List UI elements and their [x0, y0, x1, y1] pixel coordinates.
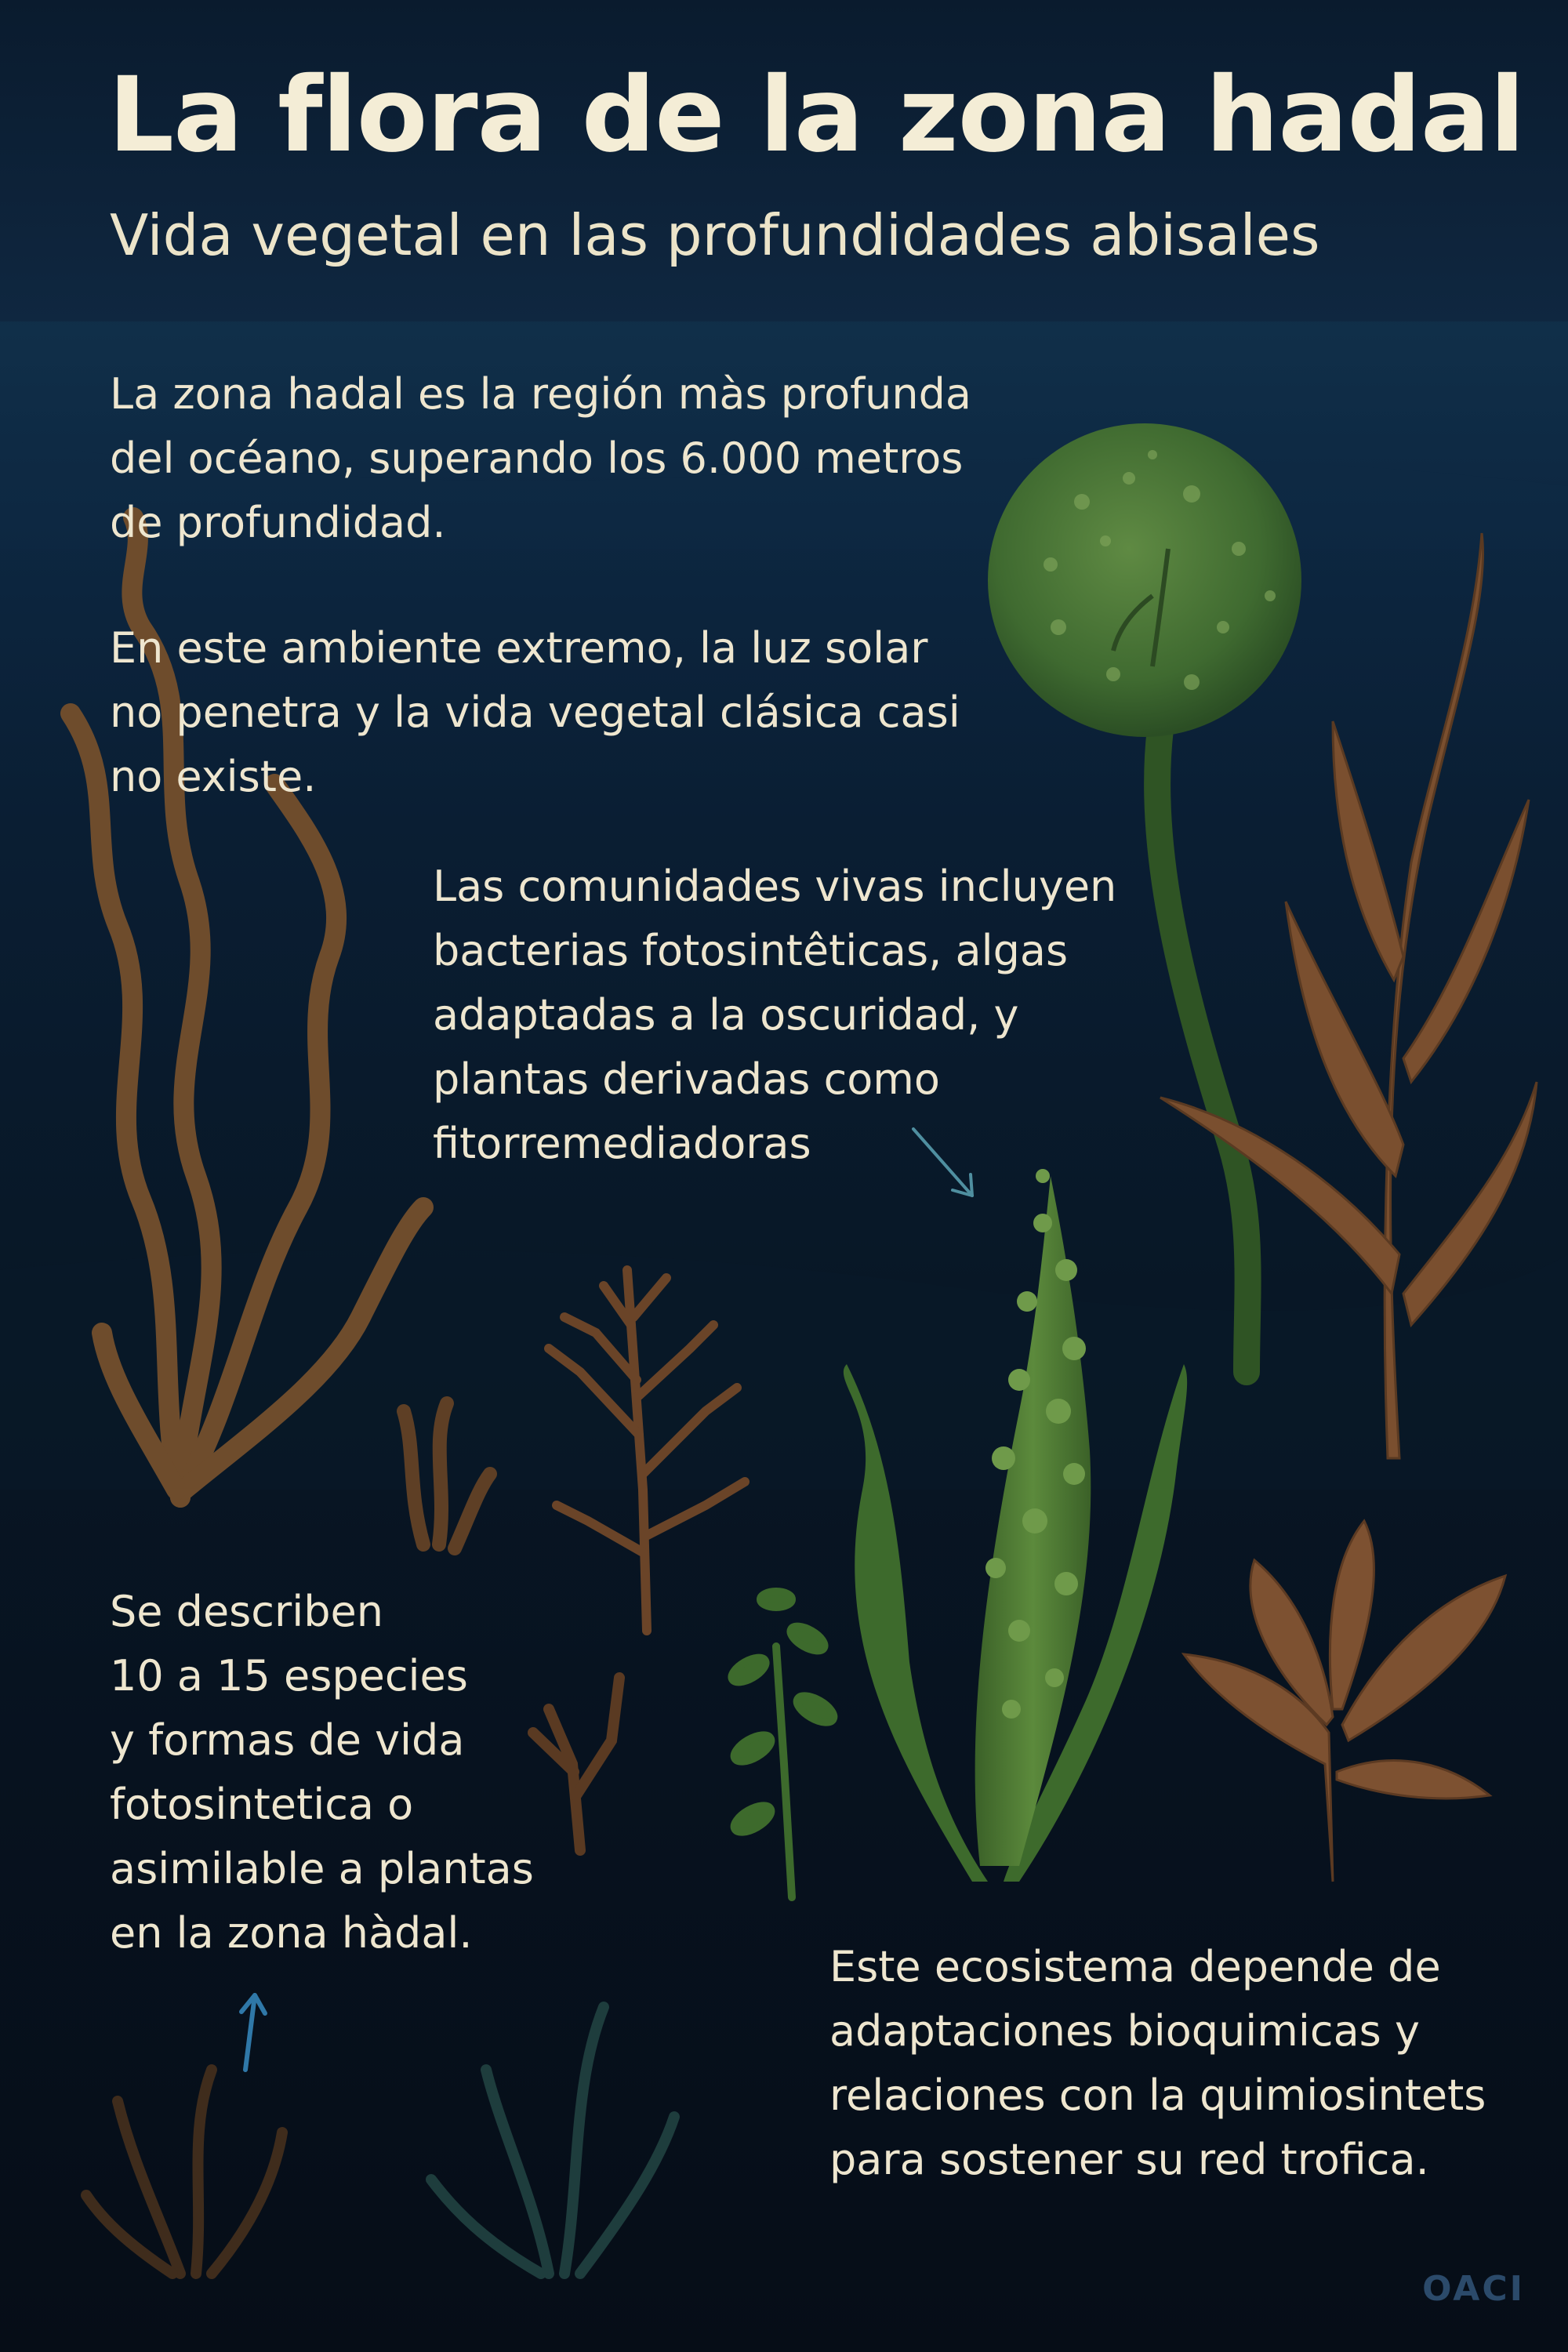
- intro-paragraph: La zona hadal es la región màs profunda del océano, superando los 6.000 metros de profundidad.: [110, 369, 971, 547]
- arrow-up-to-species-text: [241, 1995, 265, 2070]
- page-subtitle: Vida vegetal en las profundidades abisales: [110, 202, 1320, 268]
- dark-teal-weed: [431, 2007, 674, 2274]
- bumpy-green-alga: [844, 1169, 1187, 1882]
- communities-paragraph: Las comunidades vivas incluyen bacterias fotosintêticas, algas adaptadas a la oscuridad, y plantas derivadas como fitorremediadoras: [433, 862, 1117, 1168]
- page-title: La flora de la zona hadal: [108, 55, 1525, 176]
- species-paragraph: Se describen 10 a 15 especies y formas de vida fotosintetica o asimilable a plantas en la zona hàdal.: [110, 1587, 534, 1958]
- oaci-logo: OACI: [1422, 2269, 1525, 2309]
- dark-brown-weed-bottom-left: [86, 2070, 282, 2274]
- small-green-sprig: [728, 1592, 838, 1897]
- fan-shaped-brown-alga: [1184, 1521, 1505, 1882]
- ecosystem-paragraph: Este ecosistema depende de adaptaciones bioquimicas y relaciones con la quimiosintets para sostener su red trofica.: [829, 1942, 1486, 2184]
- environment-paragraph: En este ambiente extremo, la luz solar no penetra y la vida vegetal clásica casi no existe.: [110, 623, 960, 801]
